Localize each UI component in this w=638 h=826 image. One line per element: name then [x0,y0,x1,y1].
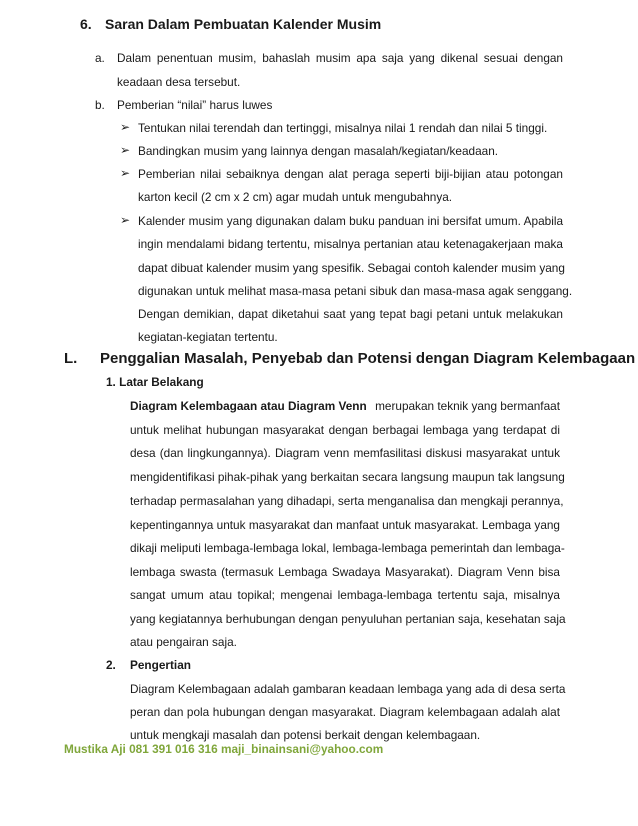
subsection-2-title: Pengertian [130,658,191,672]
subsection-1-title: 1. Latar Belakang [106,375,204,389]
bullet-line: ingin mendalami bidang tertentu, misalnya pertanian atau ketenagakerjaan maka [138,237,563,251]
bullet-line: digunakan untuk melihat masa-masa petani sibuk dan masa-masa agak senggang. [138,284,573,298]
paragraph-line: peran dan pola hubungan dengan masyarakat. Diagram kelembagaan adalah alat [130,705,560,719]
bullet-line: karton kecil (2 cm x 2 cm) agar mudah untuk mengubahnya. [138,190,453,204]
paragraph-line: terhadap permasalahan yang dihadapi, serta menganalisa dan mengkaji perannya, [130,494,564,508]
paragraph-line: yang kegiatannya berhubungan dengan penyuluhan pertanian saja, kesehatan saja [130,612,566,626]
item-a-line: Dalam penentuan musim, bahaslah musim apa saja yang dikenal sesuai dengan [117,51,563,65]
footer-contact: Mustika Aji 081 391 016 316 maji_binainsani@yahoo.com [64,742,384,756]
bullet-line: Tentukan nilai terendah dan tertinggi, misalnya nilai 1 rendah dan nilai 5 tinggi. [138,121,548,135]
bullet-line: kegiatan-kegiatan tertentu. [138,330,278,344]
paragraph-line: atau pengairan saja. [130,635,237,649]
paragraph-line: desa (dan lingkungannya). Diagram venn memfasilitasi diskusi masyarakat untuk [130,446,560,460]
arrow-bullet-icon: ➢ [120,166,131,180]
paragraph-line: untuk melihat hubungan masyarakat dengan berbagai lembaga yang terdapat di [130,423,560,437]
paragraph-line: kepentingannya untuk masyarakat dan manfaat untuk masyarakat. Lembaga yang [130,518,560,532]
item-a-line: keadaan desa tersebut. [117,75,241,89]
item-b-text: Pemberian “nilai” harus luwes [117,98,273,112]
arrow-bullet-icon: ➢ [120,143,131,157]
arrow-bullet-icon: ➢ [120,120,131,134]
paragraph-line-rest: merupakan teknik yang bermanfaat [375,399,560,413]
section-6-number: 6. [80,16,92,32]
item-a-marker: a. [95,51,105,65]
bullet-line: Pemberian nilai sebaiknya dengan alat peraga seperti biji-bijian atau potongan [138,167,563,181]
arrow-bullet-icon: ➢ [120,213,131,227]
paragraph-bold-term: Diagram Kelembagaan atau Diagram Venn [130,399,367,413]
paragraph-line: untuk mengkaji masalah dan potensi berkait dengan kelembagaan. [130,728,481,742]
bullet-line: Kalender musim yang digunakan dalam buku panduan ini bersifat umum. Apabila [138,214,563,228]
subsection-2-number: 2. [106,658,116,672]
section-l-title: Penggalian Masalah, Penyebab dan Potensi dengan Diagram Kelembagaan [100,350,636,367]
bullet-line: dapat dibuat kalender musim yang spesifik. Sebagai contoh kalender musim yang [138,261,565,275]
section-6-title: Saran Dalam Pembuatan Kalender Musim [105,16,382,32]
paragraph-line: Diagram Kelembagaan adalah gambaran keadaan lembaga yang ada di desa serta [130,682,566,696]
paragraph-line: dikaji meliputi lembaga-lembaga lokal, lembaga-lembaga pemerintah dan lembaga- [130,541,565,555]
paragraph-line: lembaga swasta (termasuk Lembaga Swadaya Masyarakat). Diagram Venn bisa [130,565,560,579]
paragraph-line: mengidentifikasi pihak-pihak yang berkaitan secara langsung maupun tak langsung [130,470,565,484]
bullet-line: Bandingkan musim yang lainnya dengan masalah/kegiatan/keadaan. [138,144,499,158]
bullet-line: Dengan demikian, dapat diketahui saat yang tepat bagi petani untuk melakukan [138,307,563,321]
item-b-marker: b. [95,98,105,112]
paragraph-first-line [130,398,560,414]
paragraph-line: sangat umum atau topikal; mengenai lembaga-lembaga tertentu saja, misalnya [130,588,560,602]
section-l-marker: L. [64,350,78,367]
